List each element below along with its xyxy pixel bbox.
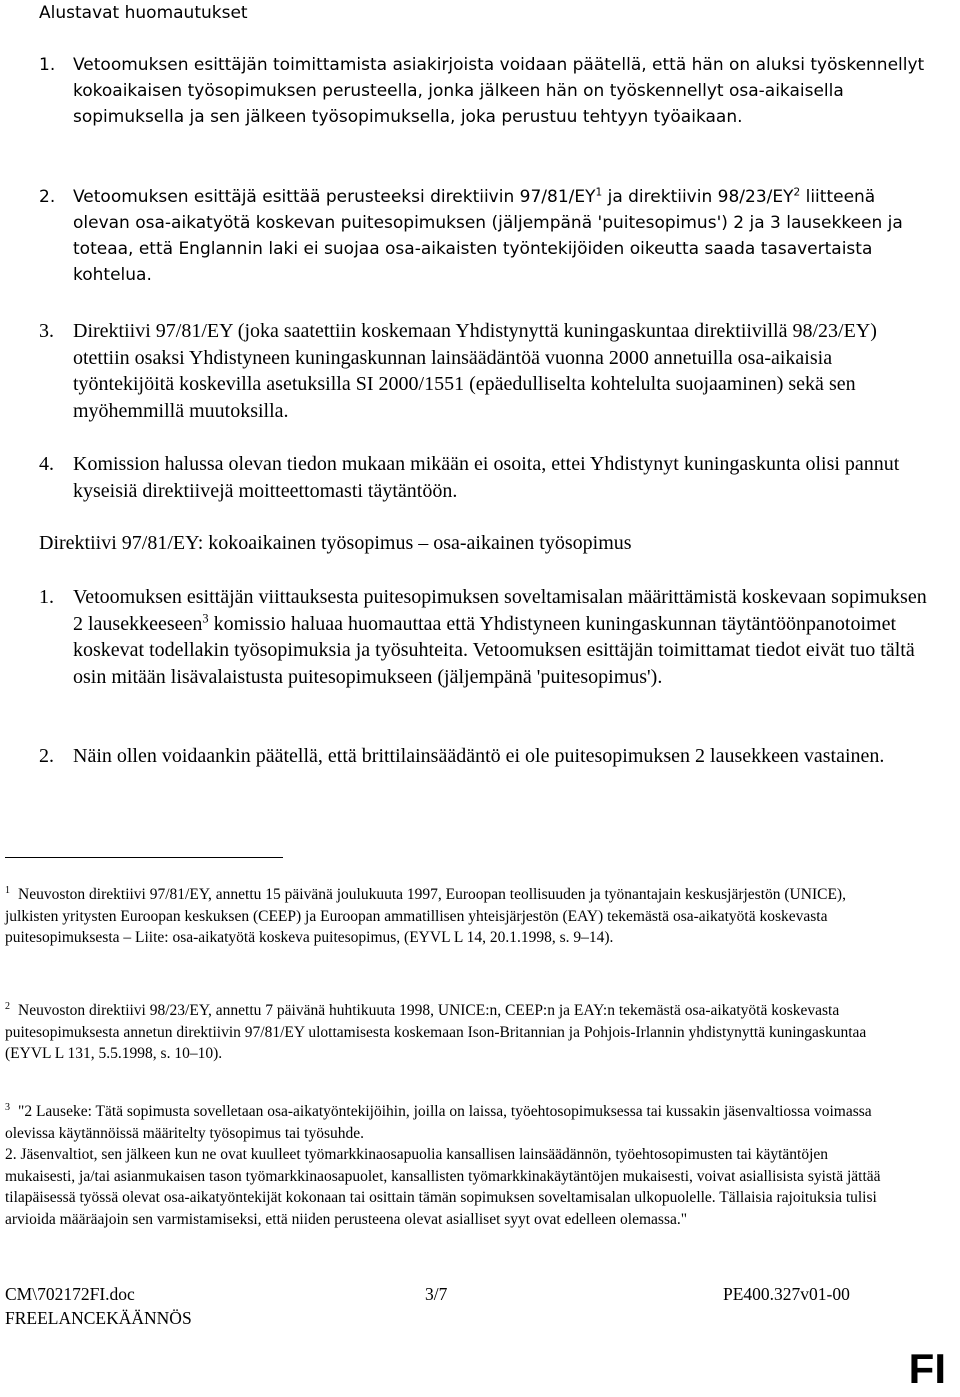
footnote-mark: 1 <box>5 884 10 896</box>
footnote-text: Neuvoston direktiivi 98/23/EY, annettu 7 päivänä huhtikuuta 1998, UNICE:n, CEEP:n ja EAY:n tekemästä osa-aikatyötä koskevasta puitesopimuksesta annetun direktiivin 97/81/EY ulottamisesta koskemaan Ison-Britannian ja Pohjois-Irlannin yhdistynyttä kuningaskuntaa (EYVL L 131, 5.5.1998, s. 10–10). <box>5 1002 867 1062</box>
item-text: Direktiivi 97/81/EY (joka saatettiin koskemaan Yhdistynyttä kuningaskuntaa direktiivillä 98/23/EY) otettiin osaksi Yhdistyneen kuningaskunnan lainsäädäntöä vuonna 2000 annetuilla osa-aikaisia työntekijöitä koskevilla asetuksilla SI 2000/1551 (epäedulliselta kohtelulta suojaaminen) sekä sen myöhemmillä muutoksilla. <box>73 320 877 422</box>
item-text: Komission halussa olevan tiedon mukaan mikään ei osoita, ettei Yhdistynyt kuningaskunta olisi pannut kyseisiä direktiivejä moitteettomasti täytäntöön. <box>73 453 900 502</box>
footnote-mark: 3 <box>5 1101 10 1113</box>
item-number: 1. <box>39 55 56 75</box>
section-heading: Alustavat huomautukset <box>39 3 248 23</box>
item-text: Vetoomuksen esittäjä esittää perusteeksi direktiivin $97/81/EY^1$ ja direktiivin $98/23/EY^2$ liitteenä olevan osa-aikatyötä koskevan puitesopimuksen (jäljempänä 'puitesopimus') 2 ja 3 lausekkeen ja toteaa, että Englannin laki ei suojaa osa-aikaisten työntekijöiden oikeutta saada tasavertaista kohtelua. <box>73 186 903 285</box>
item-number: 4. <box>39 453 54 475</box>
item-number: 2. <box>39 187 56 207</box>
page-number: 3/7 <box>425 1284 448 1304</box>
translation-service: FREELANCEKÄÄNNÖS <box>5 1308 192 1328</box>
item-number: 2. <box>39 745 54 767</box>
footnote-ref: 2 <box>793 186 801 199</box>
item-number: 3. <box>39 320 54 342</box>
footnote-separator <box>5 857 283 858</box>
footnote-text: Neuvoston direktiivi 97/81/EY, annettu 15 päivänä joulukuuta 1997, Euroopan teollisuuden ja työnantajain keskusjärjestön (UNICE), julkisten yritysten Euroopan keskuksen (CEEP) ja Euroopan ammatillisen yhteisjärjestön (EAY) tekemästä osa-aikatyötä koskevasta puitesopimuksesta – Liite: osa-aikatyötä koskeva puitesopimus, (EYVL L 14, 20.1.1998, s. 9–14). <box>5 886 846 946</box>
footnote-ref: 1 <box>595 186 603 199</box>
footnote <box>5 1101 885 1230</box>
section-title: Direktiivi 97/81/EY: kokoaikainen työsopimus – osa-aikainen työsopimus <box>39 532 632 554</box>
item-text: Vetoomuksen esittäjän viittauksesta puitesopimuksen soveltamisalan määrittämistä koskevaan sopimuksen 2 lausekkeeseen$^3$ komissio haluaa huomauttaa että Yhdistyneen kuningaskunnan täytäntöönpanotoimet koskevat todellakin työsopimuksia ja työsuhteita. Vetoomuksen esittäjän toimittamat tiedot eivät tuo tältä osin mitään lisävalaistusta puitesopimukseen (jäljempänä 'puitesopimus'). <box>73 586 927 688</box>
footnote-text-continued: 2. Jäsenvaltiot, sen jälkeen kun ne ovat kuulleet työmarkkinaosapuolia kansallisen lainsäädännön, työehtosopimusten tai käytäntöjen mukaisesti, ja/tai asianmukaisen tason työmarkkinaosapuolet, kansallisten työmarkkinakäytäntöjen mukaisesti, voivat asiallisista syistä jättää tilapäisessä työssä olevat osa-aikatyöntekijät kokonaan tai osittain tämän sopimuksen soveltamisalan ulkopuolelle. Tällaisia rajoituksia tulisi arvioida määräajoin sen varmistamiseksi, että niiden perusteena olevat asialliset syyt ovat edelleen olemassa." <box>5 1146 881 1228</box>
footnote <box>5 884 885 949</box>
footnote-text: "2 Lauseke: Tätä sopimusta sovelletaan osa-aikatyöntekijöihin, joilla on laissa, työehtosopimuksessa tai kussakin jäsenvaltiossa voimassa olevissa käytännöissä määritelty työsopimus tai työsuhde. <box>5 1103 872 1142</box>
footnote <box>5 1000 885 1065</box>
item-text: Vetoomuksen esittäjän toimittamista asiakirjoista voidaan päätellä, että hän on aluksi työskennellyt kokoaikaisen työsopimuksen perusteella, jonka jälkeen hän on työskennellyt osa-aikaisella sopimuksella ja sen jälkeen työsopimuksella, joka perustuu tehtyyn työaikaan. <box>73 55 925 127</box>
footnote-ref: 3 <box>202 610 209 625</box>
language-badge: FI <box>908 1345 946 1392</box>
pe-reference: PE400.327v01-00 <box>723 1284 850 1304</box>
footnote-mark: 2 <box>5 1000 10 1012</box>
item-number: 1. <box>39 586 54 608</box>
doc-reference: CM\702172FI.doc <box>5 1284 135 1304</box>
item-text: Näin ollen voidaankin päätellä, että brittilainsäädäntö ei ole puitesopimuksen 2 lausekkeen vastainen. <box>73 745 885 767</box>
